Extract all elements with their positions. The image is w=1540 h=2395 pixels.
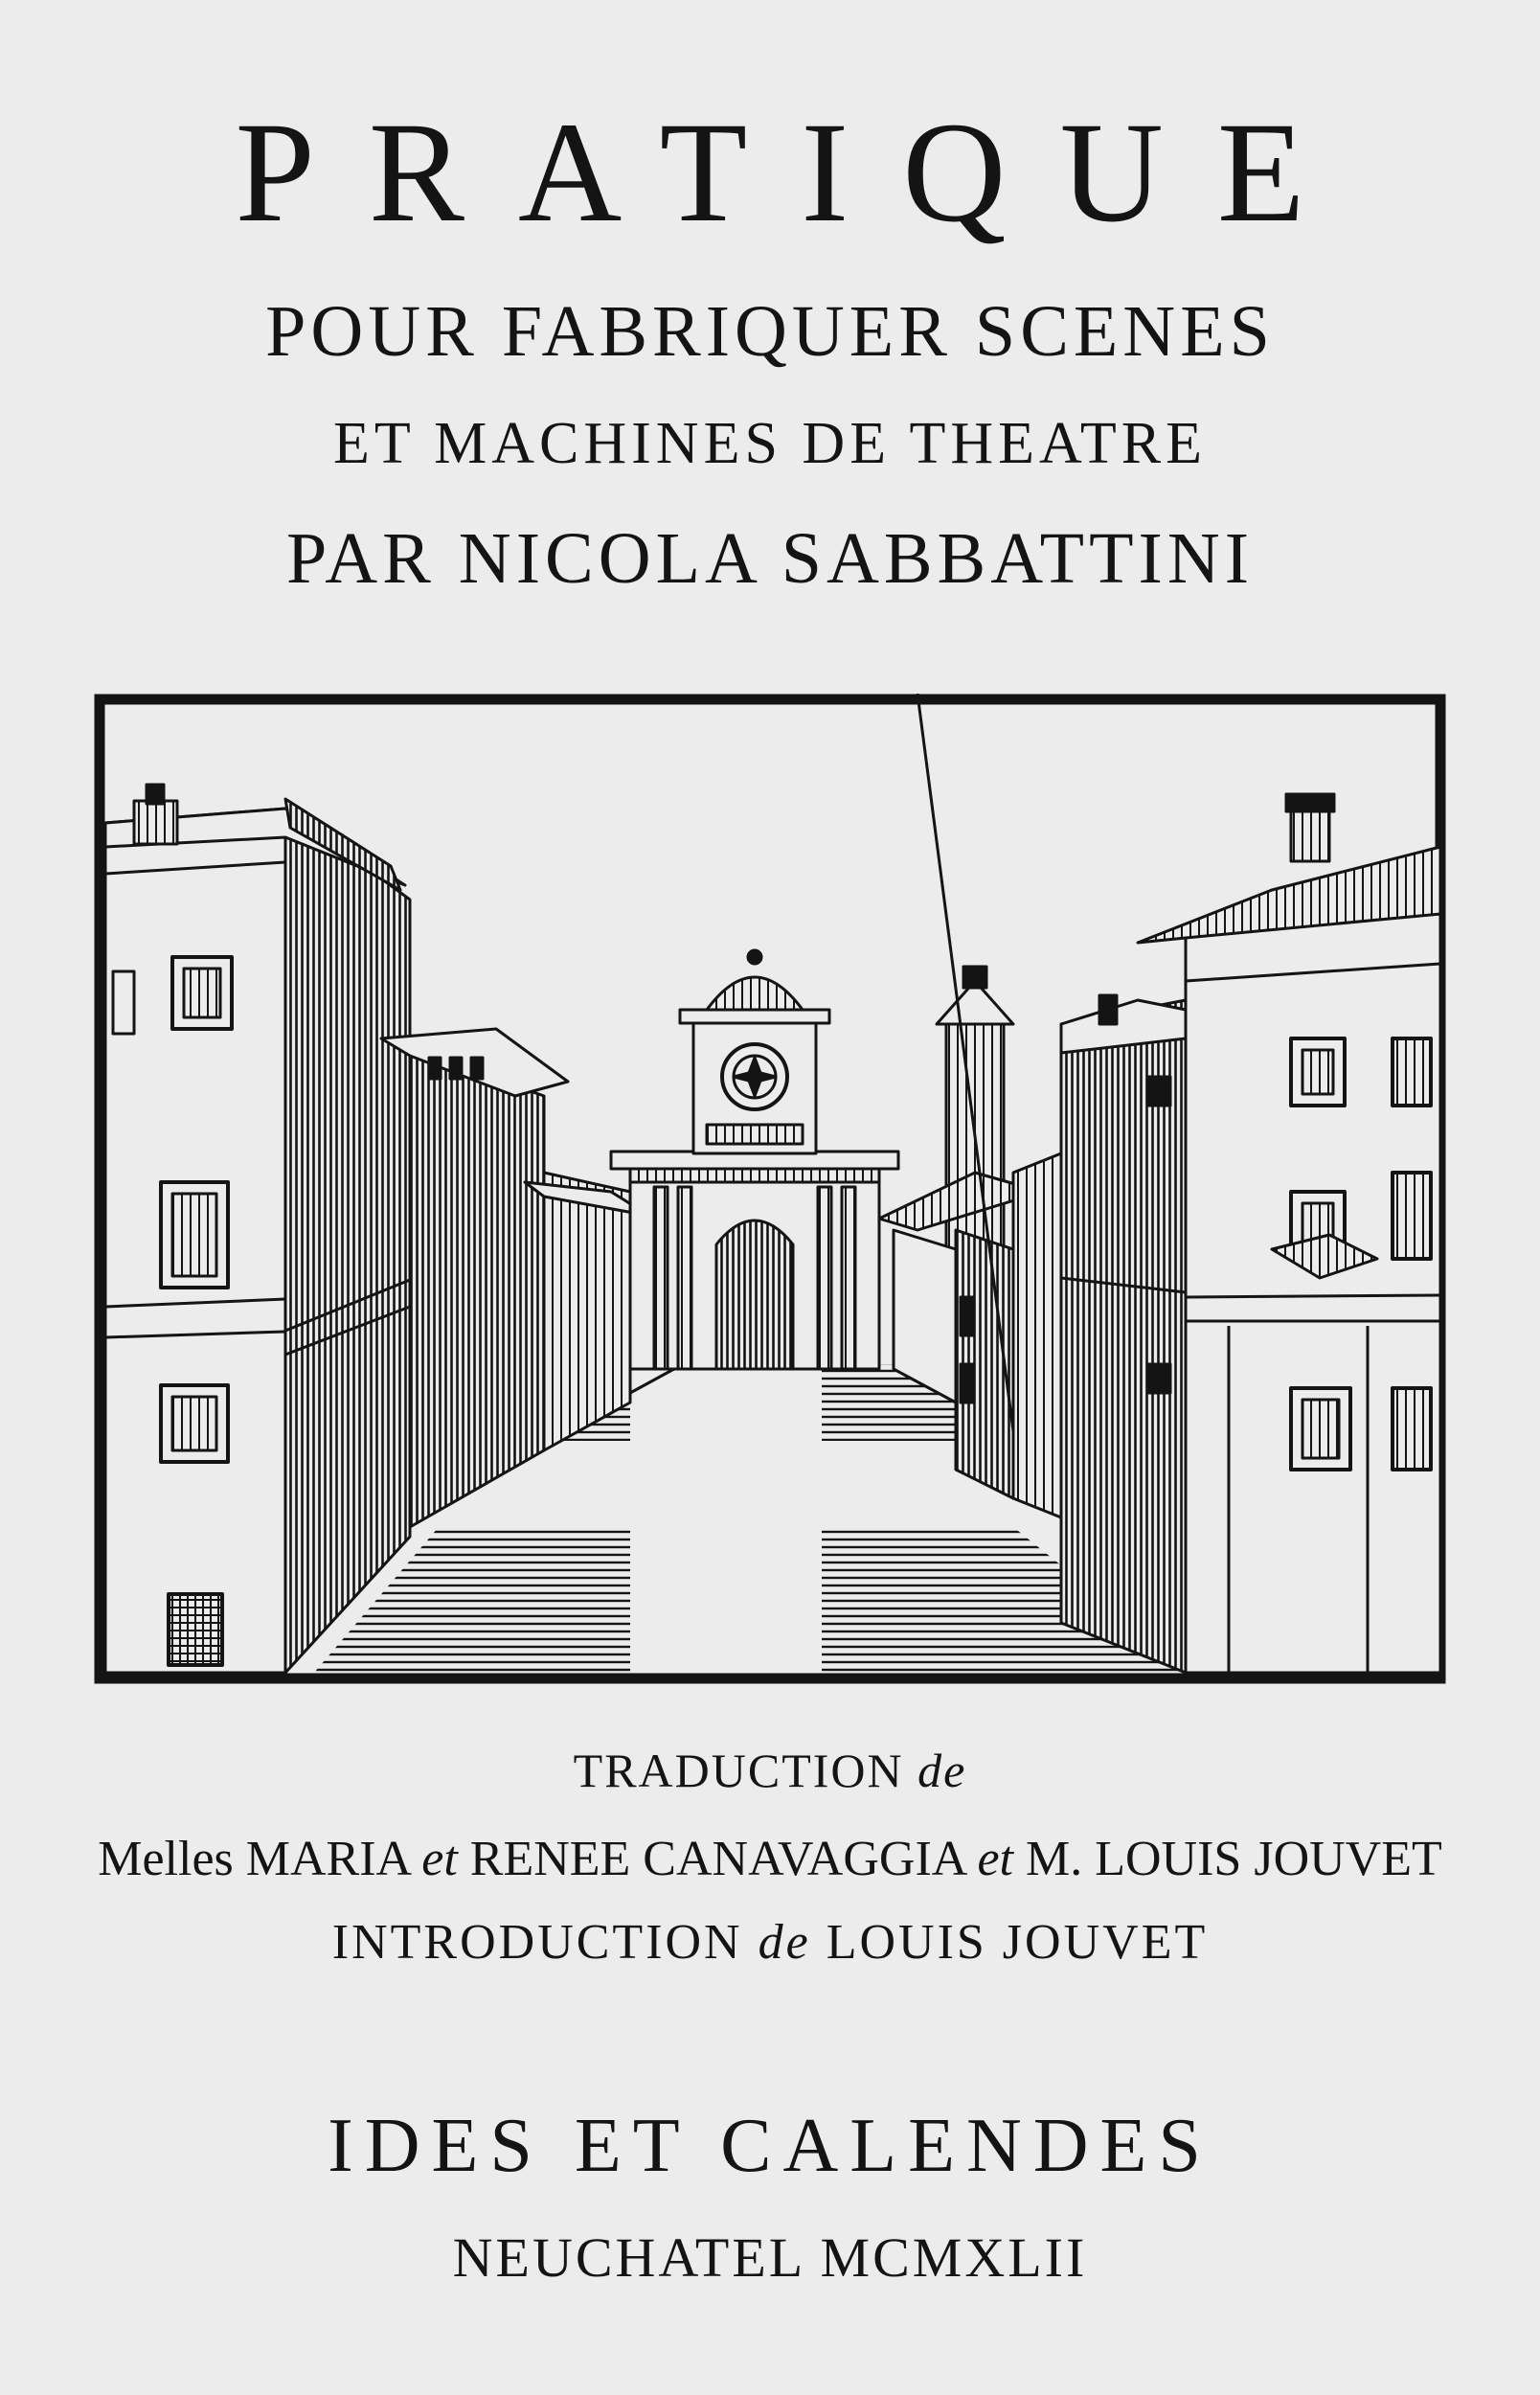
introduction-label: INTRODUCTION	[331, 1915, 743, 1970]
publisher-name: IDES ET CALENDES	[328, 2104, 1212, 2188]
translator-renee: RENEE CANAVAGGIA	[469, 1832, 965, 1886]
introduction-credit	[0, 1915, 1540, 1970]
translation-credit	[0, 1744, 1540, 1797]
translator-maria: Melles MARIA	[98, 1832, 410, 1886]
introduction-de: de	[758, 1915, 811, 1970]
introduction-author: LOUIS JOUVET	[826, 1915, 1209, 1970]
translator-conjunction-2: et	[977, 1832, 1013, 1886]
translation-label: TRADUCTION	[573, 1744, 904, 1797]
author-line: PAR NICOLA SABBATTINI	[285, 518, 1255, 599]
book-title: PRATIQUE	[235, 93, 1359, 252]
woodcut-street-scene-icon	[94, 694, 1446, 1684]
translator-jouvet: M. LOUIS JOUVET	[1025, 1832, 1442, 1886]
subtitle-line-1: POUR FABRIQUER SCENES	[265, 291, 1275, 372]
translators-line	[0, 1832, 1540, 1886]
translator-conjunction-1: et	[421, 1832, 458, 1886]
subtitle-line-2: ET MACHINES DE THEATRE	[333, 411, 1207, 476]
publication-place-year: NEUCHATEL MCMXLII	[452, 2226, 1088, 2289]
translation-de: de	[917, 1744, 967, 1797]
